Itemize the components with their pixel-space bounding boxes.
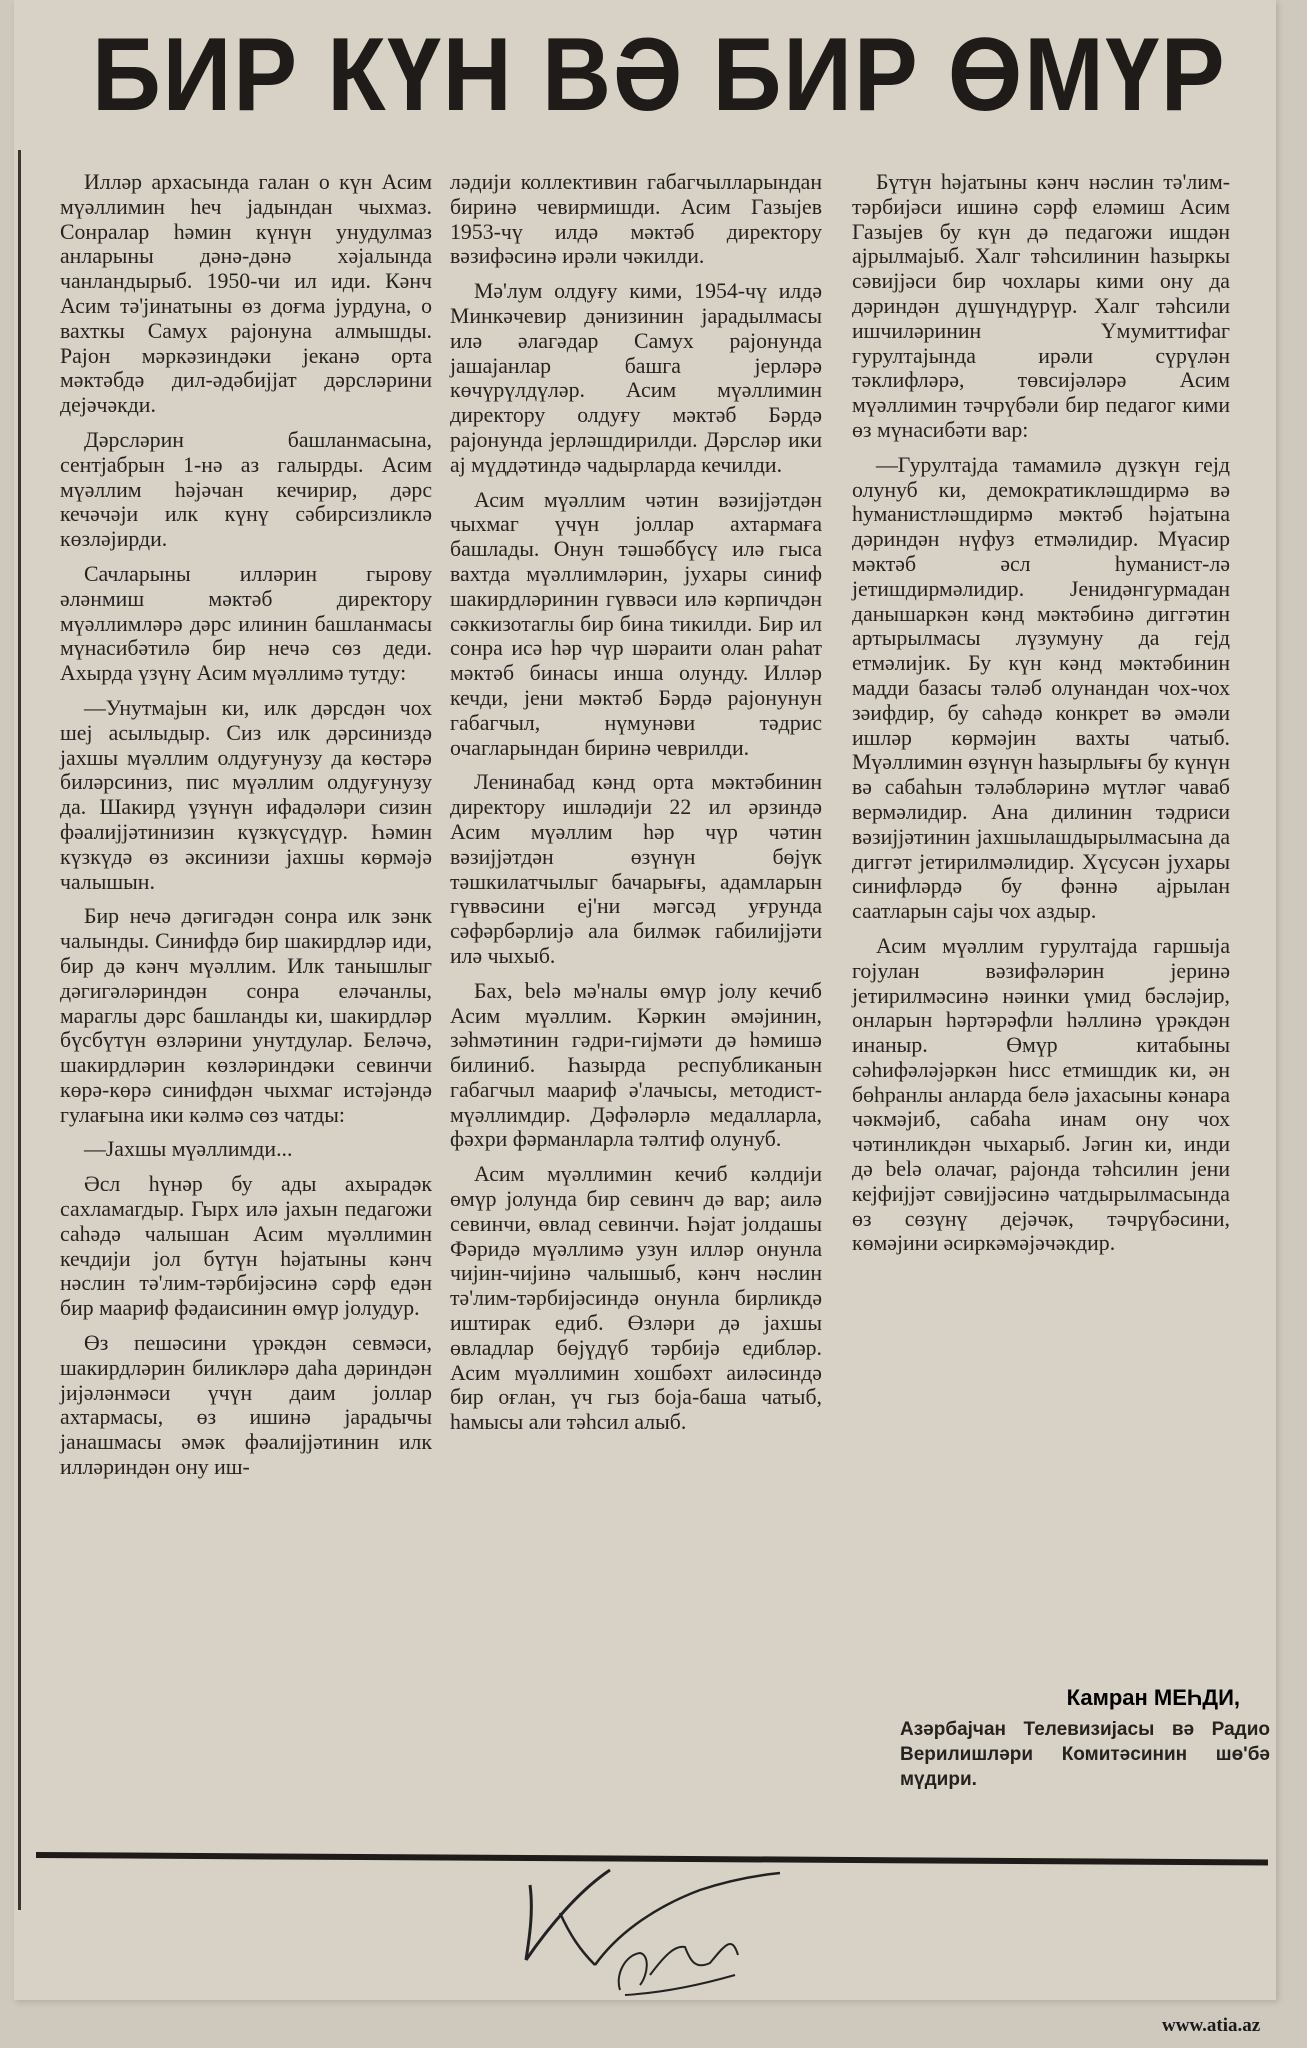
paragraph: Бир нечә дәгигәдән сонра илк зәнк чалынды. Синифдә бир шакирдләр иди, бир дә кәнч мүәллим. Илк танышлыг дәгигәләриндән сонра еләчанлы, мараглы дәрс башланды ки, шакирдләр бүсбүтүн өзләрини унутдулар. Беләчә, шакирдләрин көзләриндәки севинчи көрә-көрә синифдән чыхмаг истәјәндә гулағына ики кәлмә сөз чатды: <box>60 904 432 1127</box>
paragraph: Асим мүәллим гурултајда гаршыја гојулан вәзифәләрин јеринә јетирилмәсинә нәинки үмид бәсләјир, онларын һәртәрәфли һәллинә үрәкдән инаныр. Өмүр китабыны сәһифәләјәркән һисс етмишдик ки, ән бөһранлы анларда белә јахасыны кәнара чәкмәјиб, сабаһа инам ону чох чәтинликдән чыхарыб. Јәгин ки, инди дә belә олачаг, рајонда тәһсилин јени кејфијјәт сәвијјәсинә чатдырылмасында өз сөзүнү дејәчәк, тәчрүбәсини, көмәјини әсиркәмәјәчәкдир. <box>852 933 1230 1256</box>
paragraph: Өз пешәсини үрәкдән севмәси, шакирдләрин биликләрә даһа дәриндән јијәләнмәси үчүн даим јоллар ахтармасы, өз ишинә јарадычы јанашмасы әмәк фәалијјәтинин илк илләриндән ону иш- <box>60 1331 432 1480</box>
author-position: Азәрбајчан Телевизијасы вә Радио Верилишләри Комитәсинин шө'бә мүдири. <box>900 1719 1270 1790</box>
paragraph: Асим мүәллимин кечиб кәлдији өмүр јолунда бир севинч дә вар; аилә севинчи, өвлад севинчи. Һәјат јолдашы Фәридә мүәллимә узун илләр онунла чијин-чијинә чалышыб, кәнч нәслин тә'лим-тәрбијәсиндә онунла бирликдә иштирак едиб. Өзләри дә јахшы өвладлар бөјүдүб тәрбијә едибләр. Асим мүәллимин хошбәхт аиләсиндә бир оғлан, үч гыз боја-баша чатыб, һамысы али тәһсил алыб. <box>450 1162 822 1435</box>
article-column-1 <box>60 170 432 1490</box>
paragraph: —Јахшы мүәллимди... <box>84 1137 293 1162</box>
paragraph: Бүтүн һәјатыны кәнч нәслин тә'лим-тәрбијәси ишинә сәрф еләмиш Асим Газыјев бу күн дә педагожи ишдән ајрылмајыб. Халг тәһсилинин һазыркы сәвијјәси бир чохлары кими ону да дәриндән дүшүндүрүр. Халг тәһсили ишчиләринин Үмумиттифаг гурултајында ирәли сүрүлән тәклифләрә, төвсијәләрә Асим мүәллимин тәчрүбәли бир педагог кими өз мүнасибәти вар: <box>852 170 1230 442</box>
article-headline: БИР КҮН ВӘ БИР ӨМҮР <box>92 17 1227 133</box>
paragraph: Асим мүәллим чәтин вәзијјәтдән чыхмаг үчүн јоллар ахтармаға башлады. Онун тәшәббүсү илә гыса вахтда мүәллимләрин, јухары синиф шакирдләринин гүввәси илә кәрпичдән сәккизотаглы бир бина тикилди. Бир ил сонра исә һәр чүр шәраити олан раһат мәктәб бинасы инша олунду. Илләр кечди, јени мәктәб Бәрдә рајонунун габагчыл, нүмунәви тәдрис очагларындан биринә чеврилди. <box>450 487 822 760</box>
paragraph: Илләр архасында галан о күн Асим мүәллимин һеч јадындан чыхмаз. Сонралар һәмин күнүн унудулмаз анларыны дәнә-дәнә хәјалында чанландырыб. 1950-чи ил иди. Кәнч Асим тә'јинатыны өз доғма јурдуна, о вахткы Самух рајонуна алмышды. Рајон мәркәзиндәки јеканә орта мәктәбдә дил-әдәбијјат дәрсләрини дејәчәкди. <box>60 170 432 418</box>
watermark: www.atia.az <box>1162 2015 1261 2036</box>
paragraph: Дәрсләрин башланмасына, сентјабрын 1-нә аз галырды. Асим мүәллим һәјәчан кечирир, дәрс кечәчәји илк күнү сәбирсизликлә көзләјирди. <box>60 427 432 552</box>
paragraph: Әсл һүнәр бу ады ахырадәк сахламагдыр. Гырх илә јахын педагожи саһәдә чалышан Асим мүәллимин кечдији јол бүтүн һәјатыны кәнч нәслин тә'лим-тәрбијәсинә сәрф едән бир маариф фәдаисинин өмүр јолудур. <box>60 1172 432 1321</box>
author-signature <box>900 1685 1270 1792</box>
author-name: Камран МЕҺДИ, <box>1066 1685 1240 1710</box>
paragraph: Мә'лум олдуғу кими, 1954-чү илдә Минкәчевир дәнизинин јарадылмасы илә әлагәдар Самух рајонунда јашајанлар башга јерләрә көчүрүлдүләр. Асим мүәллимин директору олдуғу мәктәб Бәрдә рајонунда јерләшдирилди. Дәрсләр ики ај мүддәтиндә чадырларда кечилди. <box>450 279 822 477</box>
paragraph: —Унутмајын ки, илк дәрсдән чох шеј асылыдыр. Сиз илк дәрсиниздә јахшы мүәллим олдуғунузу да көстәрә биләрсиниз, пис мүәллим олдуғунузу да. Шакирд үзүнүн ифадәләри сизин фәалијјәтинизин күзкүсүдүр. Һәмин күзкүдә өз әксинизи јахшы көрмәјә чалышын. <box>60 695 432 894</box>
handwritten-signature <box>500 1835 800 2005</box>
article-column-2 <box>450 170 822 1445</box>
paragraph: Сачларыны илләрин гырову әләнмиш мәктәб директору мүәллимләрә дәрс илинин башланмасы мүнасибәтилә бир нечә сөз деди. Ахырда үзүнү Асим мүәллимә тутду: <box>60 561 432 686</box>
paragraph: —Гурултајда тамамилә дүзкүн гејд олунуб ки, демократикләшдирмә вә һуманистләшдирмә мәктәб һәјатына дәриндән нүфуз етмәлидир. Мүасир мәктәб әсл һуманист-лә јетишдирмәлидир. Јенидәнгурмадан данышаркән кәнд мәктәбинә диггәтин артырылмасы лүзумуну да гејд етмәлијик. Бу күн кәнд мәктәбинин мадди базасы тәләб олунандан чох-чох зәифдир, бу саһәдә конкрет вә әмәли ишләр көрмәјин вахты чатыб. Мүәллимин өзүнүн һазырлығы бу күнүн вә сабаһын тәләбләринә мүтләг чаваб вермәлидир. Ана дилинин тәдриси вәзијјәтинин јахшылашдырылмасына да диггәт јетирилмәлидир. Хүсусән јухары синифләрдә бу фәннә ајрылан саатларын сајы чох аздыр. <box>852 452 1230 924</box>
left-border-rule <box>18 150 21 1910</box>
paragraph: Ленинабад кәнд орта мәктәбинин директору ишләдији 22 ил әрзиндә Асим мүәллим һәр чүр чәтин вәзијјәтдән өзүнүн бөјүк тәшкилатчылыг бачарығы, адамларын гүввәсини еј'ни мәгсәд уғрунда сәфәрбәрлијә ала билмәк габилијјәти илә чыхыб. <box>450 770 822 968</box>
paragraph: Бах, belә мә'налы өмүр јолу кечиб Асим мүәллим. Кәркин әмәјинин, зәһмәтинин гәдри-гијмәти дә һәмишә билиниб. Һазырда республиканын габагчыл маариф ә'лачысы, методист-мүәллимдир. Дәфәләрлә медалларла, фәхри фәрманларла тәлтиф олунуб. <box>450 978 822 1152</box>
paragraph: ләдији коллективин габагчылларындан биринә чевирмишди. Асим Газыјев 1953-чү илдә мәктәб директору вәзифәсинә ирәли чәкилди. <box>450 170 822 269</box>
article-column-3 <box>852 170 1230 1266</box>
